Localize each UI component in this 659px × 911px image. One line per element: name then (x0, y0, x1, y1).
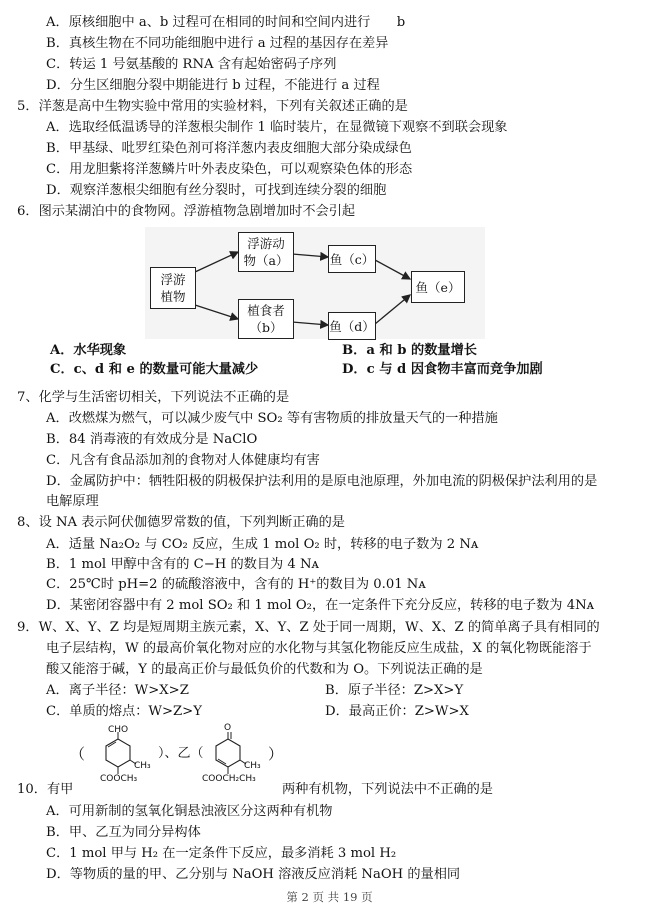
text-line: B．甲、乙互为同分异构体 (46, 825, 201, 840)
text-line: D．观察洋葱根尖细胞有丝分裂时，可找到连续分裂的细胞 (46, 183, 387, 198)
text-line: 两种有机物，下列说法中不正确的是 (282, 782, 493, 797)
node-fish-c: 鱼（c） (328, 245, 376, 273)
q6-option-d: D．c 与 d 因食物丰富而竞争加剧 (342, 362, 543, 377)
text-line: 5．洋葱是高中生物实验中常用的实验材料，下列有关叙述正确的是 (17, 99, 408, 114)
page-footer: 第 2 页 共 19 页 (286, 890, 373, 904)
paren-open: （ (70, 745, 86, 763)
mid-text: ）、乙（ (158, 746, 204, 761)
label-o: O (224, 723, 232, 733)
node-phytoplankton: 浮游 植物 (150, 267, 196, 309)
text-line: C．单质的熔点：W>Z>Y (46, 704, 202, 719)
paren-close: ） (268, 745, 284, 763)
text-line: 8、设 NA 表示阿伏伽德罗常数的值，下列判断正确的是 (17, 515, 345, 530)
text-line: A．选取经低温诱导的洋葱根尖制作 1 临时装片，在显微镜下观察不到联会现象 (46, 120, 508, 135)
label-ch3-jia: CH₃ (134, 761, 151, 771)
text-line: 酸又能溶于碱，Y 的最高正价与最低负价的代数和为 O。下列说法正确的是 (46, 662, 483, 677)
text-line: 电解原理 (46, 494, 99, 509)
label-cooch3: COOCH₃ (100, 774, 138, 784)
text-line: C．1 mol 甲与 H₂ 在一定条件下反应，最多消耗 3 mol H₂ (46, 846, 397, 861)
arrow-phyto-zoo (195, 252, 238, 272)
structures-q10 (70, 725, 300, 785)
text-line: A．原核细胞中 a、b 过程可在相同的时间和空间内进行 b (46, 15, 406, 30)
label-ch3-yi: CH₃ (244, 761, 261, 771)
text-line: B．真核生物在不同功能细胞中进行 a 过程的基因存在差异 (46, 36, 389, 51)
text-line: A．离子半径：W>X>Z (46, 683, 189, 698)
arrow-phyto-herb (195, 305, 238, 319)
q6-option-a: A．水华现象 (50, 343, 127, 358)
text-line: 6．图示某湖泊中的食物网。浮游植物急剧增加时不会引起 (17, 204, 356, 219)
q6-option-b: B．a 和 b 的数量增长 (342, 343, 477, 358)
text-line: C．25℃时 pH=2 的硫酸溶液中，含有的 H⁺的数目为 0.01 Nᴀ (46, 577, 426, 592)
node-fish-d: 鱼（d） (328, 312, 376, 340)
text-line: D．金属防护中：牺牲阳极的阴极保护法利用的是原电池原理，外加电流的阴极保护法利用的是 (46, 474, 598, 489)
text-line: B．甲基绿、吡罗红染色剂可将洋葱内表皮细胞大部分染成绿色 (46, 141, 412, 156)
text-line: B．1 mol 甲醇中含有的 C−H 的数目为 4 Nᴀ (46, 557, 319, 572)
text-line: C．用龙胆紫将洋葱鳞片叶外表皮染色，可以观察染色体的形态 (46, 162, 413, 177)
ring-yi (216, 739, 240, 767)
text-line: A．可用新制的氢氧化铜悬浊液区分这两种有机物 (46, 804, 333, 819)
q6-option-c: C．c、d 和 e 的数量可能大量减少 (50, 362, 259, 377)
arrow-fishc-fishe (375, 260, 410, 279)
arrow-zoo-fishc (292, 254, 328, 257)
arrow-fishd-fishe (375, 295, 410, 324)
text-line: 7、化学与生活密切相关，下列说法不正确的是 (17, 390, 290, 405)
node-zooplankton: 浮游动 物（a） (238, 232, 294, 272)
text-line: C．凡含有食品添加剂的食物对人体健康均有害 (46, 453, 320, 468)
text-line: 10．有甲 (17, 782, 74, 797)
text-line: C．转运 1 号氨基酸的 RNA 含有起始密码子序列 (46, 57, 337, 72)
food-web-diagram (145, 227, 485, 339)
text-line: D．等物质的量的甲、乙分别与 NaOH 溶液反应消耗 NaOH 的量相同 (46, 867, 461, 882)
text-line: D．最高正价：Z>W>X (325, 704, 469, 719)
node-herbivore: 植食者 （b） (238, 299, 294, 339)
text-line: 电子层结构，W 的最高价氧化物对应的水化物与其氢化物能反应生成盐，X 的氧化物既能溶于 (46, 641, 592, 656)
text-line: B．84 消毒液的有效成分是 NaClO (46, 432, 258, 447)
text-line: A．适量 Na₂O₂ 与 CO₂ 反应，生成 1 mol O₂ 时，转移的电子数为 2 Nᴀ (46, 537, 479, 552)
node-fish-e: 鱼（e） (411, 271, 465, 303)
text-line: A．改燃煤为燃气，可以减少废气中 SO₂ 等有害物质的排放量天气的一种措施 (46, 411, 498, 426)
text-line: D．某密闭容器中有 2 mol SO₂ 和 1 mol O₂，在一定条件下充分反应，转移的电子数为 4Nᴀ (46, 598, 595, 613)
arrow-herb-fishd (292, 322, 328, 325)
text-line: B．原子半径：Z>X>Y (325, 683, 464, 698)
text-line: D．分生区细胞分裂中期能进行 b 过程，不能进行 a 过程 (46, 78, 380, 93)
label-cho: CHO (108, 725, 129, 735)
label-cooch2ch3: COOCH₂CH₃ (202, 774, 256, 784)
text-line: 9．W、X、Y、Z 均是短周期主族元素，X、Y、Z 处于同一周期，W、X、Z 的简单离子具有相同的 (17, 620, 600, 635)
ring-jia (106, 739, 130, 767)
